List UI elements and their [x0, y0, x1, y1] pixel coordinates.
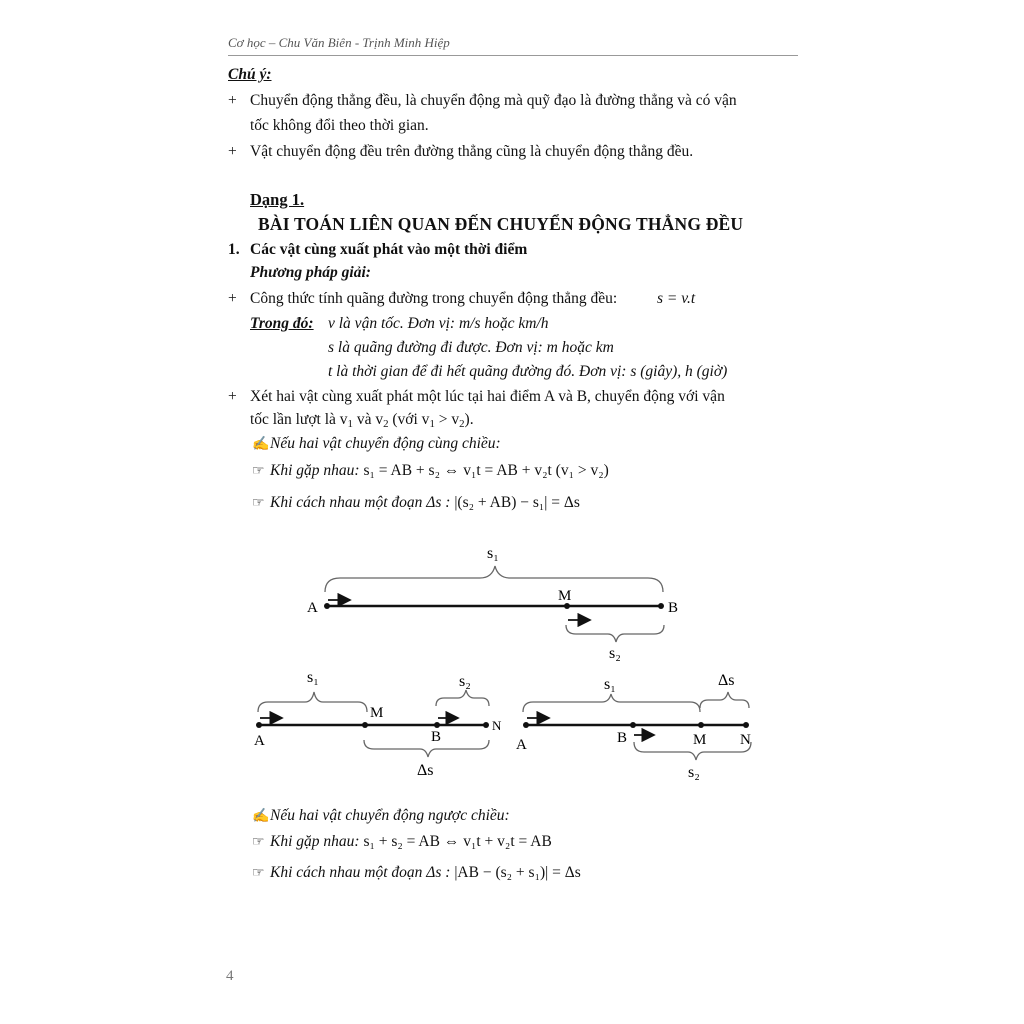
- pointing-hand-icon: ☞: [252, 496, 265, 511]
- label-s2: s₂: [688, 764, 700, 781]
- text-run: tốc lần lượt là v: [250, 411, 348, 428]
- label-m: M: [370, 705, 384, 721]
- opposite-direction-apart: [252, 864, 581, 882]
- brace-ds: [700, 692, 749, 708]
- bullet-marker: +: [228, 388, 237, 405]
- point-m: [362, 722, 368, 728]
- label-a: A: [307, 600, 318, 616]
- label-b: B: [431, 729, 442, 745]
- label-s1: s₁: [487, 545, 499, 562]
- brace-s1: [325, 566, 663, 592]
- label-b: B: [617, 730, 628, 746]
- consider-line-1: Xét hai vật cùng xuất phát một lúc tại hai điểm A và B, chuyển động với vận: [250, 388, 725, 405]
- point-n: [743, 722, 749, 728]
- subscript: 1: [347, 418, 353, 430]
- bullet-marker: +: [228, 143, 237, 160]
- text-run: (với v: [388, 411, 430, 428]
- where-item-s: s là quãng đường đi được. Đơn vị: m hoặc km: [328, 339, 614, 356]
- note-bullet-1-line-1: Chuyển động thẳng đều, là chuyển động mà quỹ đạo là đường thẳng và có vận: [250, 92, 737, 109]
- subsection-title: Các vật cùng xuất phát vào một thời điểm: [250, 241, 528, 258]
- label-ds: Δs: [718, 672, 735, 689]
- subsection-number: 1.: [228, 241, 240, 258]
- hand-pen-icon: ✍: [252, 437, 270, 452]
- label-s2: s₂: [459, 673, 471, 690]
- brace-s2: [566, 625, 664, 642]
- point-b: [434, 722, 440, 728]
- meet-label: Khi gặp nhau:: [270, 462, 360, 479]
- label-b: B: [668, 600, 679, 616]
- point-b: [630, 722, 636, 728]
- diagram-right: [516, 672, 751, 781]
- brace-s1: [258, 692, 367, 712]
- heading-text: Nếu hai vật chuyển động cùng chiều:: [270, 435, 501, 452]
- apart-label: Khi cách nhau một đoạn Δs :: [270, 494, 451, 511]
- section-label: Dạng 1.: [250, 190, 305, 209]
- label-a: A: [254, 733, 265, 749]
- point-a: [324, 603, 330, 609]
- where-item-v: v là vận tốc. Đơn vị: m/s hoặc km/h: [328, 315, 549, 332]
- meet-formula: s₁ + s₂ = AB ⇔ v₁t + v₂t = AB: [363, 833, 552, 850]
- where-label: Trong đó:: [250, 315, 314, 332]
- subscript: 1: [429, 418, 435, 430]
- label-s2: s₂: [609, 645, 621, 662]
- section-title: BÀI TOÁN LIÊN QUAN ĐẾN CHUYỂN ĐỘNG THẲNG ĐỀU: [258, 214, 744, 234]
- running-header: Cơ học – Chu Văn Biên - Trịnh Minh Hiệp: [228, 35, 798, 56]
- label-ds: Δs: [417, 762, 434, 779]
- label-n: N: [740, 732, 751, 748]
- brace-s2: [436, 690, 489, 706]
- opposite-direction-meet: [252, 833, 552, 851]
- diagram-left: [254, 669, 502, 779]
- pointing-hand-icon: ☞: [252, 835, 265, 850]
- label-s1: s₁: [307, 669, 319, 686]
- pointing-hand-icon: ☞: [252, 464, 265, 479]
- brace-ds: [364, 740, 489, 757]
- note-heading: Chú ý:: [228, 66, 272, 83]
- bullet-marker: +: [228, 92, 237, 109]
- label-a: A: [516, 737, 527, 753]
- pointing-hand-icon: ☞: [252, 866, 265, 881]
- point-a: [523, 722, 529, 728]
- page-number: 4: [226, 968, 234, 984]
- meet-formula: s₁ = AB + s₂ ⇔ v₁t = AB + v₂t (v₁ > v₂): [363, 462, 609, 479]
- diagram-top: [307, 545, 678, 662]
- bullet-marker: +: [228, 290, 237, 307]
- method-label: Phương pháp giải:: [250, 264, 371, 281]
- brace-s1: [523, 694, 700, 712]
- apart-label: Khi cách nhau một đoạn Δs :: [270, 864, 451, 881]
- text-run: ).: [464, 411, 474, 428]
- label-n: N: [492, 718, 502, 733]
- subscript: 2: [459, 418, 465, 430]
- apart-formula: |(s₂ + AB) − s₁| = Δs: [454, 494, 580, 511]
- label-s1: s₁: [604, 676, 616, 693]
- apart-formula: |AB − (s₂ + s₁)| = Δs: [454, 864, 581, 881]
- meet-label: Khi gặp nhau:: [270, 833, 360, 850]
- note-bullet-2: Vật chuyển động đều trên đường thẳng cũng là chuyển động thẳng đều.: [250, 143, 694, 160]
- hand-pen-icon: ✍: [252, 809, 270, 824]
- point-m: [698, 722, 704, 728]
- subscript: 2: [383, 418, 389, 430]
- formula-expression: s = v.t: [657, 290, 696, 307]
- where-item-t: t là thời gian để đi hết quãng đường đó. Đơn vị: s (giây), h (giờ): [328, 363, 728, 380]
- point-n: [483, 722, 489, 728]
- opposite-direction-heading: [252, 807, 510, 825]
- label-m: M: [693, 732, 707, 748]
- formula-text: Công thức tính quãng đường trong chuyển động thẳng đều:: [250, 290, 618, 307]
- point-b: [658, 603, 664, 609]
- label-m: M: [558, 588, 572, 604]
- text-run: và v: [352, 411, 384, 428]
- heading-text: Nếu hai vật chuyển động ngược chiều:: [270, 807, 510, 824]
- note-bullet-1-line-2: tốc không đổi theo thời gian.: [250, 117, 429, 134]
- point-a: [256, 722, 262, 728]
- text-run: > v: [434, 411, 460, 428]
